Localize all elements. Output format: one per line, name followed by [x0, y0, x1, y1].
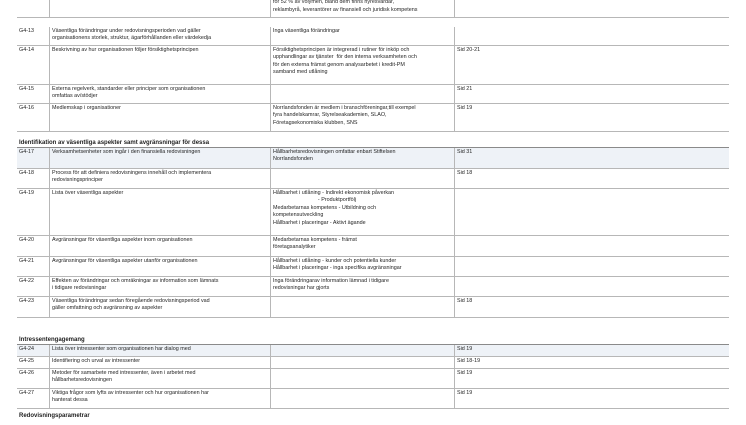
page-reference: Sid 19: [457, 345, 473, 352]
disclosure-response: [271, 389, 455, 408]
gri-code: G4-22: [17, 277, 50, 296]
table-row: [17, 27, 729, 46]
table-row: [17, 297, 729, 318]
disclosure-description: Externa regelverk, standarder eller principer som organisationen omfattas av/stödjer: [50, 85, 271, 103]
disclosure-response: Medarbetarnas kompetens - främst företagsanalytiker: [271, 236, 455, 256]
gri-code: G4-18: [17, 169, 50, 188]
disclosure-response: [271, 169, 455, 188]
disclosure-response: Norrlandsfonden är medlem i branschföreningar,till exempel fyra handelskamrar, Styrelseakademien, SLAO, Företagsekonomiska klubben, SNS: [271, 104, 455, 131]
disclosure-response: Inga förändringarav information lämnad i tidigare redovisningar har gjorts: [271, 277, 455, 296]
page-reference: Sid 18: [457, 169, 473, 176]
gri-code: G4-14: [17, 46, 50, 84]
gri-code: G4-13: [17, 27, 50, 45]
gri-code: G4-15: [17, 85, 50, 103]
page-reference: [455, 189, 729, 235]
table-row: [17, 369, 729, 389]
table-row: [17, 277, 729, 297]
disclosure-response: Försiktighetsprincipen är integrerad i rutiner för inköp och upphandlingar av tjänster för den interna verksamheten och för den externa främst genom analysarbetet i kredit-PM samband med utlåning: [271, 46, 455, 84]
gri-code: G4-27: [17, 389, 50, 408]
disclosure-response: [271, 85, 455, 103]
disclosure-description: [50, 0, 271, 17]
table-row: [17, 169, 729, 189]
gri-code: G4-19: [17, 189, 50, 235]
page-reference: [455, 277, 729, 296]
table-row: [17, 148, 729, 169]
disclosure-response: Hållbarhet i utlåning - kunder och potentiella kunder Hållbarhet i placeringar - inga specifika avgränsningar: [271, 257, 455, 276]
section-header-redovisningsparametrar: [17, 409, 729, 425]
disclosure-description: Avgränsningar för väsentliga aspekter inom organisationen: [50, 236, 271, 256]
table-row: [17, 257, 729, 277]
page-reference: Sid 31: [457, 148, 473, 155]
disclosure-response: [271, 369, 455, 388]
table-row: [17, 85, 729, 104]
disclosure-response: för 52 % av volymen, bland dem finns hyresvärdar, reklambyrå, leverantörer av finansiell och juridisk kompetens: [271, 0, 455, 17]
disclosure-description: Väsentliga förändringar under redovisningsperioden vad gäller organisationens storlek, struktur, ägarförhållanden eller värdekedja: [50, 27, 271, 45]
gri-code: G4-17: [17, 148, 50, 168]
disclosure-description: Medlemskap i organisationer: [50, 104, 271, 131]
gri-code: G4-25: [17, 357, 50, 368]
page-reference: Sid 21: [457, 85, 473, 92]
page-reference: Sid 18-19: [457, 357, 481, 364]
gri-code: G4-16: [17, 104, 50, 131]
table-row: [17, 46, 729, 85]
table-row: [17, 357, 729, 369]
disclosure-description: Metoder för samarbete med intressenter, även i arbetet med hållbarhetsredovisningen: [50, 369, 271, 388]
disclosure-description: Process för att definiera redovisningens innehåll och implementera redovisningsprinciper: [50, 169, 271, 188]
table-row: [17, 189, 729, 236]
section-title: Identifikation av väsentliga aspekter samt avgränsningar för dessa: [19, 140, 210, 146]
section-header-intressentengagemang: [17, 318, 729, 345]
table-row: [17, 236, 729, 257]
page-reference: Sid 18: [457, 297, 473, 304]
gri-code: G4-21: [17, 257, 50, 276]
disclosure-response: [271, 357, 455, 368]
section-header-identifikation: [17, 132, 729, 148]
disclosure-description: Effekten av förändringar och omräkningar av information som lämnats i tidigare redovisningar: [50, 277, 271, 296]
disclosure-description: Beskrivning av hur organisationen följer försiktighetsprincipen: [50, 46, 271, 84]
disclosure-response: Hållbarhetsredovisningen omfattar enbart Stiftelsen Norrlandsfonden: [271, 148, 455, 168]
gri-code: [17, 0, 50, 17]
gri-code: G4-24: [17, 345, 50, 356]
section-title: Redovisningsparametrar: [19, 413, 90, 419]
gri-code: G4-23: [17, 297, 50, 317]
table-row: [17, 104, 729, 132]
gri-code: G4-20: [17, 236, 50, 256]
table-row: [17, 345, 729, 357]
disclosure-response: Hållbarhet i utlåning - Indirekt ekonomisk påverkan - Produktportfölj Medarbetarnas kompetens - Utbildning och kompetensutveckling Hållbarhet i placeringar - Aktivt ägande: [271, 189, 455, 235]
disclosure-description: Väsentliga förändringar sedan föregående redovisningsperiod vad gäller omfattning och avgränsning av aspekter: [50, 297, 271, 317]
disclosure-description: Avgränsningar för väsentliga aspekter utanför organisationen: [50, 257, 271, 276]
page-reference: Sid 19: [457, 369, 473, 376]
disclosure-description: Viktiga frågor som lyfts av intressenter och hur organisationen har hanterat dessa: [50, 389, 271, 408]
page-reference: Sid 19: [457, 104, 473, 111]
section-title: Intressentengagemang: [19, 337, 85, 343]
page-reference: [455, 0, 729, 17]
disclosure-response: Inga väsentliga förändringar: [271, 27, 455, 45]
disclosure-description: Lista över intressenter som organisationen har dialog med: [50, 345, 271, 356]
table-row: [17, 0, 729, 18]
page-reference: Sid 19: [457, 389, 473, 396]
gri-code: G4-26: [17, 369, 50, 388]
table-row: [17, 389, 729, 409]
disclosure-description: Lista över väsentliga aspekter: [50, 189, 271, 235]
disclosure-description: Verksamhetsenheter som ingår i den finansiella redovisningen: [50, 148, 271, 168]
page-reference: [455, 257, 729, 276]
disclosure-description: Identifiering och urval av intressenter: [50, 357, 271, 368]
disclosure-response: [271, 345, 455, 356]
page-reference: [455, 236, 729, 256]
page-reference: Sid 20-21: [457, 46, 481, 53]
disclosure-response: [271, 297, 455, 317]
page-reference: [455, 27, 729, 45]
